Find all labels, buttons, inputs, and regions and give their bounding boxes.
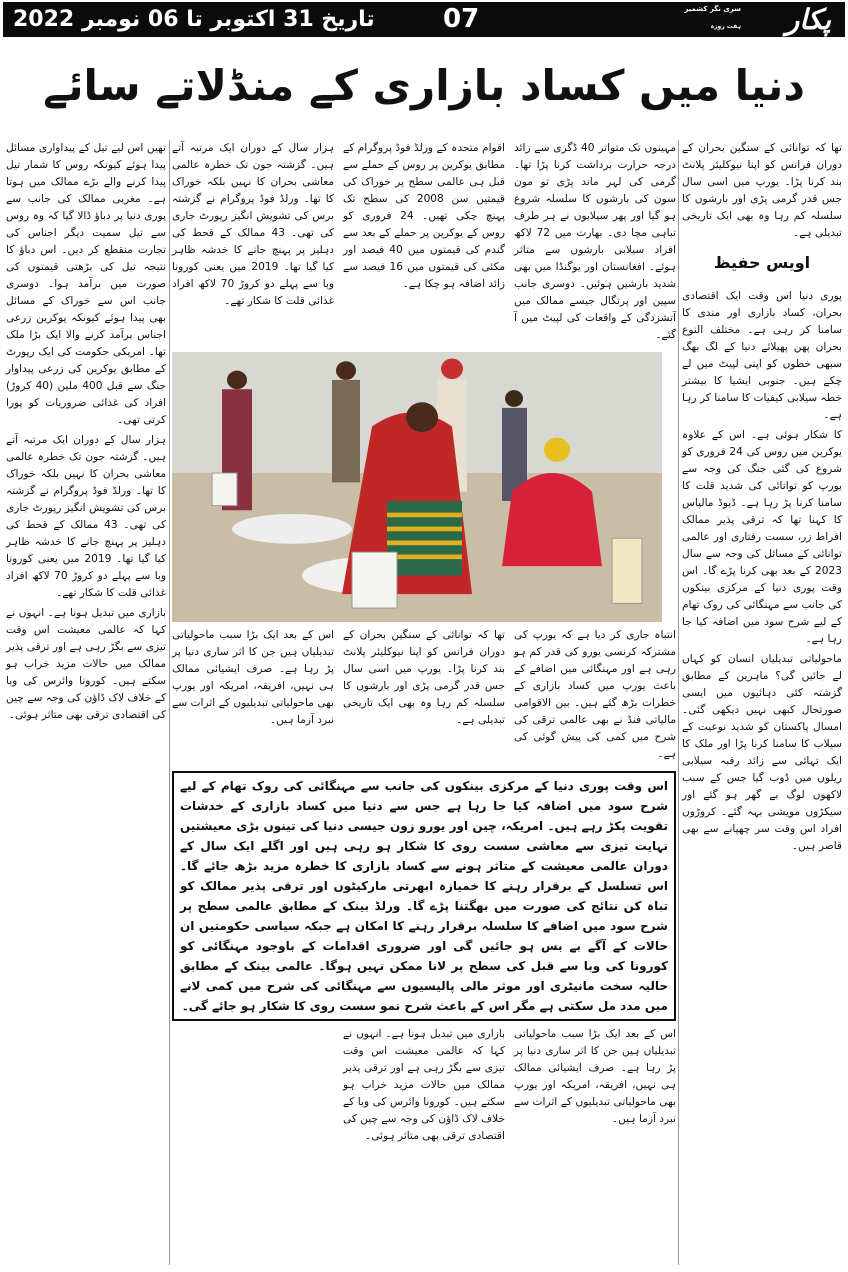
column-bottom-1 xyxy=(514,1026,676,1131)
column-mid-1 xyxy=(514,627,676,766)
top-columns xyxy=(172,140,676,347)
article-paragraph: تھا کہ توانائی کے سنگین بحران کے دوران فرانس کو اپنا نیوکلیئر پلانٹ بند کرنا پڑا۔ یورپ میں اسی سال جس قدر گرمی پڑی اور بارشوں کا سلسلہ کم رہا وہ بھی ایک تاریخی تبدیلی ہے۔ xyxy=(343,629,505,726)
column-left xyxy=(6,140,166,727)
column-mid-2 xyxy=(343,627,505,732)
mid-columns xyxy=(172,627,676,766)
masthead-bar xyxy=(3,2,845,37)
column-bottom-2 xyxy=(343,1026,505,1148)
column-divider xyxy=(169,140,170,1265)
column-mid-3 xyxy=(172,627,334,732)
news-photo-drought-relief xyxy=(172,352,662,622)
article-paragraph: بازاری میں تبدیل ہونا ہے۔ انہوں نے کہا کہ عالمی معیشت اس وقت تیزی سے بگڑ رہی ہے اور ترقی پذیر ممالک میں حالات مزید خراب ہو سکتے ہیں۔ کورونا وائرس کی وبا کے خلاف لاک ڈاؤن کی وجہ سے چین کی اقتصادی ترقی بھی متاثر ہوئی۔ xyxy=(342,1028,505,1142)
article-paragraph: تھا کہ توانائی کے سنگین بحران کے دوران فرانس کو اپنا نیوکلیئر پلانٹ بند کرنا پڑا۔ یورپ میں اسی سال جس قدر گرمی پڑی اور بارشوں کا سلسلہ کم رہا وہ بھی ایک تاریخی تبدیلی ہے۔ xyxy=(682,142,842,239)
column-top-3 xyxy=(172,140,334,313)
column-right xyxy=(682,140,842,858)
article-paragraph: اس کے بعد ایک بڑا سبب ماحولیاتی تبدیلیاں ہیں جن کا اثر ساری دنیا پر پڑ رہا ہے۔ صرف ایشیائی ممالک ہی نہیں، افریقہ، امریکہ اور یورپ بھی ماحولیاتی تبدیلیوں کے اثرات سے نبرد آزما ہیں۔ xyxy=(172,629,334,726)
article-paragraph: انتباہ جاری کر دیا ہے کہ یورپ کی مشترکہ کرنسی یورو کی قدر کم ہو رہی ہے اور مہنگائی میں اضافے کے باعث یورپ میں کساد بازاری کے خطرات بڑھ گئے ہیں۔ بین الاقوامی مالیاتی فنڈ نے بھی عالمی ترقی کی شرح میں کمی کی پیش گوئی کی ہے۔ xyxy=(514,629,676,760)
column-divider xyxy=(678,140,679,1265)
page-number: 07 xyxy=(443,4,480,34)
article-paragraph: مہینوں تک متواتر 40 ڈگری سے زائد درجہ حرارت برداشت کرنا پڑا تھا۔ گرمی کی لہر ماند پڑی تو مون سون کی بارشوں کا سلسلہ شروع ہو گیا اور پھر سیلابوں نے ہر طرف تباہی مچا دی۔ بھارت میں 72 لاکھ افراد سیلابی بارشوں سے متاثر ہوئے۔ افغانستان اور یوگنڈا میں بھی شدید بارشیں ہوئیں۔ دوسری جانب سپین اور پرتگال جیسے ممالک میں آتشزدگی کے واقعات کی لپیٹ میں آ گئے۔ xyxy=(514,142,676,341)
article-intro: پوری دنیا اس وقت ایک اقتصادی بحران، کساد بازاری اور مندی کا سامنا کر رہی ہے۔ مختلف النوع بحران پھن پھیلائے دنیا کے لگ بھگ سبھی خطوں کو اپنی لپیٹ میں لے چکے ہیں۔ جنوبی ایشیا کا بیشتر خطہ سیلابی کیفیات کا سامنا کر رہا ہے۔ xyxy=(682,290,842,421)
article-paragraph: کا شکار ہوئی ہے۔ اس کے علاوہ یوکرین میں روس کی 24 فروری کو شروع کی گئی جنگ کی وجہ سے یورپ کو توانائی کی شدید قلت کا سامنا کرنا پڑ رہا ہے۔ ڈیوڈ مالپاس کا کہنا تھا کہ ترقی پذیر ممالک افراط زر، سست رفتاری اور عالمی توانائی کے مسائل کی وجہ سے سال 2023 کے بعد بھی کرنا پڑے گا۔ اس وقت پوری دنیا کے مرکزی بینکوں کی جانب سے مہنگائی کی روک تھام کے لیے شرح سود میں اضافہ کیا جا رہا ہے۔ xyxy=(682,429,842,645)
article-paragraph: ہزار سال کے دوران ایک مرتبہ آتے ہیں۔ گزشتہ جون تک خطرہ عالمی معاشی بحران کا نہیں بلکہ خوراک کا تھا۔ ورلڈ فوڈ پروگرام نے گزشتہ برس کی تشویش انگیز رپورٹ جاری کی تھی۔ 43 ممالک کے قحط کی دہلیز پر پہنچ جانے کا خدشہ ظاہر کیا گیا تھا۔ 2019 میں یعنی کورونا وبا سے پہلے دو کروڑ 70 لاکھ افراد غذائی قلت کا شکار تھے۔ xyxy=(6,434,166,599)
logo-weekly: ہفت روزہ xyxy=(710,23,741,30)
pull-quote-box: اس وقت پوری دنیا کے مرکزی بینکوں کی جانب سے مہنگائی کی روک تھام کے لیے شرح سود میں اضافہ کیا جا رہا ہے جس سے دنیا میں کساد بازاری کے خدشات تقویت پکڑ رہے ہیں۔ امریکہ، چین اور یورو زون جیسی دنیا کی تینوں بڑی معیشتیں نہایت تیزی سے معاشی سست روی کا شکار ہو رہی ہیں اور اگلے ایک سال کے دوران عالمی معیشت کے متاثر ہونے سے کساد بازاری کا خطرہ مزید بڑھ جائے گا۔ اس تسلسل کے برقرار رہنے کا خمیازہ ابھرتی مارکیٹوں اور ترقی پذیر ممالک کو تباہ کن نتائج کی صورت میں بھگتنا پڑے گا۔ ورلڈ بینک کے مطابق عالمی سطح پر شرح سود میں اضافے کا سلسلہ برقرار رہنے کا امکان ہے جبکہ سیاسی حکومتیں ان حالات کے آگے بے بس ہو جائیں گی اور ضروری اقدامات کے باوجود مہنگائی کو کورونا کی وبا سے قبل کی سطح پر لانا ممکن نہیں ہوگا۔ عالمی بینک کے مطابق حالیہ سخت مانیٹری اور موثر مالی پالیسیوں سے مہنگائی کی شرح میں کمی لانے میں مدد مل سکتی ہے مگر اس کے باعث شرح نمو سست روی کا شکار ہو جائے گی۔ xyxy=(172,771,676,1021)
article-paragraph: ہزار سال کے دوران ایک مرتبہ آتے ہیں۔ گزشتہ جون تک خطرہ عالمی معاشی بحران کا نہیں بلکہ خوراک کا تھا۔ ورلڈ فوڈ پروگرام نے گزشتہ برس کی تشویش انگیز رپورٹ جاری کی تھی۔ 43 ممالک کے قحط کی دہلیز پر پہنچ جانے کا خدشہ ظاہر کیا گیا تھا۔ 2019 میں یعنی کورونا وبا سے پہلے دو کروڑ 70 لاکھ افراد غذائی قلت کا شکار تھے۔ xyxy=(172,142,334,307)
headline: دنیا میں کساد بازاری کے منڈلاتے سائے xyxy=(43,61,805,110)
byline: اویس حفیظ xyxy=(713,253,811,272)
column-top-2 xyxy=(343,140,505,296)
bottom-columns xyxy=(172,1026,676,1148)
logo-tagline: سری نگر کشمیر xyxy=(684,5,741,13)
article-paragraph: تھیں اس لیے تیل کے پیداواری مسائل پیدا ہوئے کیونکہ روس کا شمار تیل پیدا کرنے والے بڑے ممالک میں ہوتا ہے۔ مغربی ممالک کی جانب سے پوری دنیا پر دباؤ ڈالا گیا کہ وہ روس سے تیل سمیت دیگر اجناس کی تجارت منقطع کر دیں۔ اس دباؤ کا نتیجہ تیل کی بڑھتی قیمتوں کی صورت میں برآمد ہوا۔ دوسری جانب اس سے خوراک کے مسائل بھی پیدا ہوئے کیونکہ یوکرین زرعی اجناس برآمد کرنے والا ایک بڑا ملک تھا۔ امریکی حکومت کی ایک رپورٹ کے مطابق یوکرین کی زرعی پیداوار جنگ سے قبل 400 ملین (40 کروڑ) افراد کی غذائی ضروریات کو پورا کرتی تھی۔ xyxy=(6,142,167,426)
column-top-1 xyxy=(514,140,676,347)
column-bottom-3 xyxy=(172,1026,334,1029)
center-section xyxy=(172,140,676,1148)
article-paragraph: ماحولیاتی تبدیلیاں انسان کو کہاں لے جائیں گی؟ ماہرین کے مطابق گزشتہ کئی دہائیوں میں ایسی صورتحال کبھی نہیں دیکھی گئی۔ امسال پاکستان کو شدید نوعیت کے سیلاب کا سامنا کرنا پڑا اور ملک کا ایک تہائی سے زائد رقبہ سیلابی ریلوں میں ڈوب گیا جس کے سبب لاکھوں لوگ بے گھر ہو گئے اور سیکڑوں مویشی بہہ گئے۔ کروڑوں افراد اس وقت سر چھپانے سے بھی قاصر ہیں۔ xyxy=(682,653,842,852)
issue-date: تاریخ 31 اکتوبر تا 06 نومبر 2022 xyxy=(13,7,375,32)
article-paragraph: اقوام متحدہ کے ورلڈ فوڈ پروگرام کے مطابق یوکرین پر روس کے حملے سے قبل ہی عالمی سطح پر خوراک کی قیمتیں سن 2008 کی سطح تک پہنچ چکی تھیں۔ 24 فروری کو روس کے یوکرین پر حملے کے بعد سے گندم کی قیمتوں میں 40 فیصد اور مکئی کی قیمتوں میں 16 فیصد سے زائد اضافہ ہو چکا ہے۔ xyxy=(343,142,505,290)
article-paragraph: اس کے بعد ایک بڑا سبب ماحولیاتی تبدیلیاں ہیں جن کا اثر ساری دنیا پر پڑ رہا ہے۔ صرف ایشیائی ممالک ہی نہیں، افریقہ، امریکہ اور یورپ بھی ماحولیاتی تبدیلیوں کے اثرات سے نبرد آزما ہیں۔ xyxy=(514,1028,676,1125)
newspaper-logo xyxy=(684,2,831,37)
logo-text: پکار xyxy=(785,3,831,36)
article-paragraph: بازاری میں تبدیل ہونا ہے۔ انہوں نے کہا کہ عالمی معیشت اس وقت تیزی سے بگڑ رہی ہے اور ترقی پذیر ممالک میں حالات مزید خراب ہو سکتے ہیں۔ کورونا وائرس کی وبا کے خلاف لاک ڈاؤن کی وجہ سے چین کی اقتصادی ترقی بھی متاثر ہوئی۔ xyxy=(6,607,166,721)
